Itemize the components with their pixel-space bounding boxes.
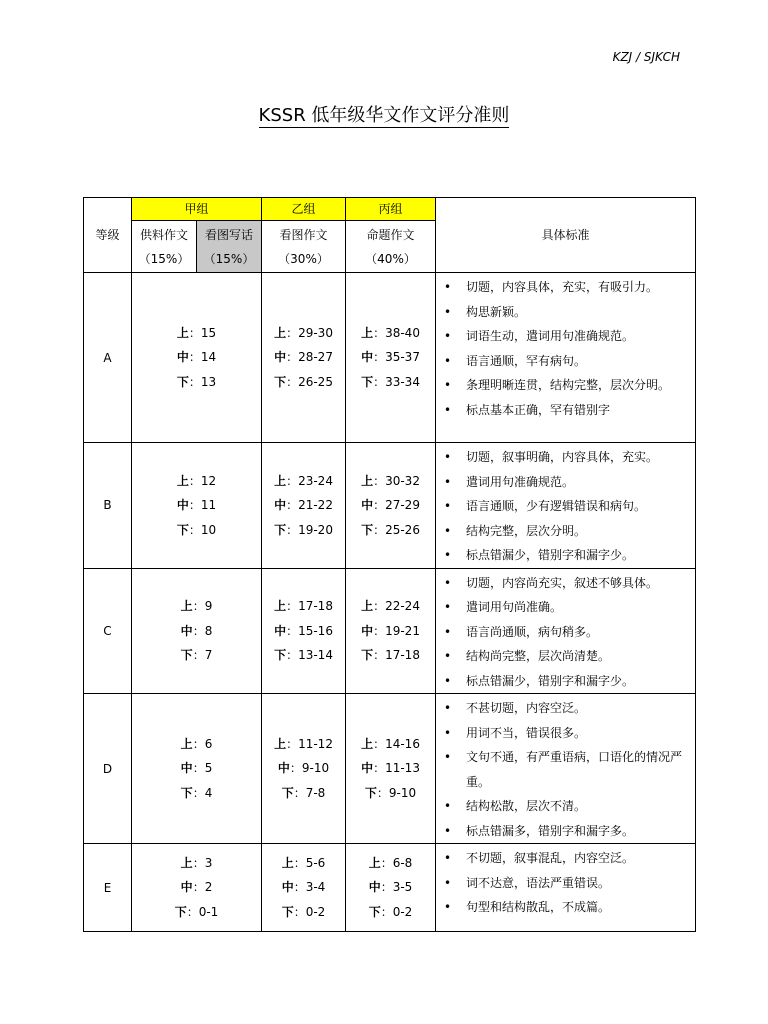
score-line: 下：0-1 <box>174 904 219 919</box>
criteria-cell <box>436 273 696 443</box>
document-title: KSSR 低年级华文作文评分准则 <box>258 105 510 126</box>
score-line: 中：11-13 <box>361 761 420 776</box>
grade-letter: A <box>84 273 132 443</box>
criteria-cell <box>436 844 696 932</box>
grade-letter: D <box>84 694 132 844</box>
criteria-item: • 遣词用句尚准确。 <box>436 595 691 620</box>
criteria-item: • 语言通顺，少有逻辑错误和病句。 <box>436 494 691 519</box>
col-header-picture-essay: 看图作文 （30%） <box>262 221 346 273</box>
criteria-item: • 词不达意，语法严重错误。 <box>436 871 691 896</box>
grade-row-c <box>84 568 696 694</box>
score-line: 中：15-16 <box>274 623 333 638</box>
score-line: 中：27-29 <box>361 498 420 512</box>
grade-letter: C <box>84 568 132 694</box>
criteria-item: • 语言通顺，罕有病句。 <box>436 349 691 374</box>
score-line: 下：4 <box>180 785 213 800</box>
score-line: 中：3-4 <box>281 880 326 895</box>
score-line: 中：35-37 <box>361 350 420 365</box>
col-header-supplied-essay: 供料作文 （15%） <box>132 221 197 273</box>
score-line: 下：7-8 <box>281 785 326 800</box>
criteria-item: • 条理明晰连贯，结构完整，层次分明。 <box>436 373 691 398</box>
col-header-picture-writing: 看图写话 （15%） <box>197 221 262 273</box>
score-cell-group-a <box>132 443 262 569</box>
score-line: 中：8 <box>180 623 213 638</box>
score-line: 下：7 <box>180 648 213 662</box>
criteria-item: • 句型和结构散乱，不成篇。 <box>436 895 691 920</box>
group-a-header: 甲组 <box>132 198 262 221</box>
document-code: KZJ / SJKCH <box>612 50 680 64</box>
score-line: 上：17-18 <box>274 599 333 613</box>
grade-header: 等级 <box>84 198 132 273</box>
score-line: 下：0-2 <box>368 904 413 919</box>
grade-row-e <box>84 844 696 932</box>
score-line: 中：11 <box>176 498 217 512</box>
score-line: 下：26-25 <box>274 374 333 389</box>
criteria-item: • 遣词用句准确规范。 <box>436 470 691 495</box>
score-line: 下：25-26 <box>361 522 420 537</box>
score-cell-group-b <box>262 694 346 844</box>
score-cell-group-a <box>132 694 262 844</box>
score-cell-group-a <box>132 844 262 932</box>
criteria-item: • 标点错漏少，错别字和漏字少。 <box>436 543 691 568</box>
score-cell-group-c <box>346 844 436 932</box>
score-line: 中：2 <box>180 880 213 895</box>
score-line: 下：10 <box>176 522 217 537</box>
score-cell-group-b <box>262 568 346 694</box>
criteria-item: • 切题，内容具体，充实，有吸引力。 <box>436 275 691 300</box>
score-line: 中：5 <box>180 761 213 776</box>
score-line: 中：3-5 <box>368 880 413 895</box>
col-header-topic-essay: 命题作文 （40%） <box>346 221 436 273</box>
score-cell-group-a <box>132 568 262 694</box>
score-line: 下：9-10 <box>364 785 417 800</box>
score-line: 中：9-10 <box>277 761 330 776</box>
criteria-item: • 标点基本正确，罕有错别字 <box>436 398 691 423</box>
score-line: 上：6 <box>180 736 213 751</box>
grade-letter: B <box>84 443 132 569</box>
rubric-table <box>83 197 696 932</box>
criteria-item: • 标点错漏少，错别字和漏字少。 <box>436 669 691 694</box>
score-line: 上：15 <box>176 325 217 340</box>
criteria-header: 具体标准 <box>436 198 696 273</box>
criteria-item: • 构思新颖。 <box>436 300 691 325</box>
score-cell-group-b <box>262 844 346 932</box>
score-line: 上：6-8 <box>368 855 413 870</box>
score-line: 下：0-2 <box>281 904 326 919</box>
score-line: 下：13-14 <box>274 648 333 662</box>
score-cell-group-c <box>346 443 436 569</box>
criteria-cell <box>436 568 696 694</box>
score-line: 上：11-12 <box>274 736 333 751</box>
criteria-item: • 文句不通，有严重语病，口语化的情况严重。 <box>436 745 691 794</box>
criteria-item: • 结构松散，层次不清。 <box>436 794 691 819</box>
criteria-item: • 标点错漏多，错别字和漏字多。 <box>436 819 691 844</box>
score-cell-group-b <box>262 443 346 569</box>
score-line: 上：12 <box>176 473 217 488</box>
grade-row-b <box>84 443 696 569</box>
score-line: 上：38-40 <box>361 325 420 340</box>
score-line: 下：33-34 <box>361 374 420 389</box>
criteria-cell <box>436 694 696 844</box>
grade-letter: E <box>84 844 132 932</box>
criteria-item: • 用词不当，错误很多。 <box>436 721 691 746</box>
score-line: 下：13 <box>176 374 217 389</box>
criteria-item: • 语言尚通顺，病句稍多。 <box>436 620 691 645</box>
score-line: 下：19-20 <box>274 522 333 537</box>
score-line: 上：3 <box>180 855 213 870</box>
score-line: 上：30-32 <box>361 473 420 488</box>
score-line: 上：14-16 <box>361 736 420 751</box>
criteria-item: • 不切题，叙事混乱，内容空泛。 <box>436 846 691 871</box>
score-line: 中：14 <box>176 350 217 365</box>
criteria-item: • 结构尚完整，层次尚清楚。 <box>436 644 691 669</box>
score-cell-group-c <box>346 694 436 844</box>
score-cell-group-b <box>262 273 346 443</box>
score-cell-group-c <box>346 273 436 443</box>
group-b-header: 乙组 <box>262 198 346 221</box>
score-line: 上：9 <box>180 599 213 613</box>
criteria-item: • 切题，内容尚充实，叙述不够具体。 <box>436 571 691 596</box>
score-line: 中：28-27 <box>274 350 333 365</box>
criteria-item: • 切题，叙事明确，内容具体，充实。 <box>436 445 691 470</box>
score-line: 下：17-18 <box>361 648 420 662</box>
criteria-item: • 词语生动，遣词用句准确规范。 <box>436 324 691 349</box>
grade-row-d <box>84 694 696 844</box>
score-line: 上：22-24 <box>361 599 420 613</box>
score-line: 上：29-30 <box>274 325 333 340</box>
group-c-header: 丙组 <box>346 198 436 221</box>
criteria-item: • 不甚切题，内容空泛。 <box>436 696 691 721</box>
grade-row-a <box>84 273 696 443</box>
score-line: 上：23-24 <box>274 473 333 488</box>
score-line: 上：5-6 <box>281 855 326 870</box>
score-cell-group-a <box>132 273 262 443</box>
criteria-item: • 结构完整，层次分明。 <box>436 519 691 544</box>
score-line: 中：19-21 <box>361 623 420 638</box>
score-cell-group-c <box>346 568 436 694</box>
criteria-cell <box>436 443 696 569</box>
score-line: 中：21-22 <box>274 498 333 512</box>
